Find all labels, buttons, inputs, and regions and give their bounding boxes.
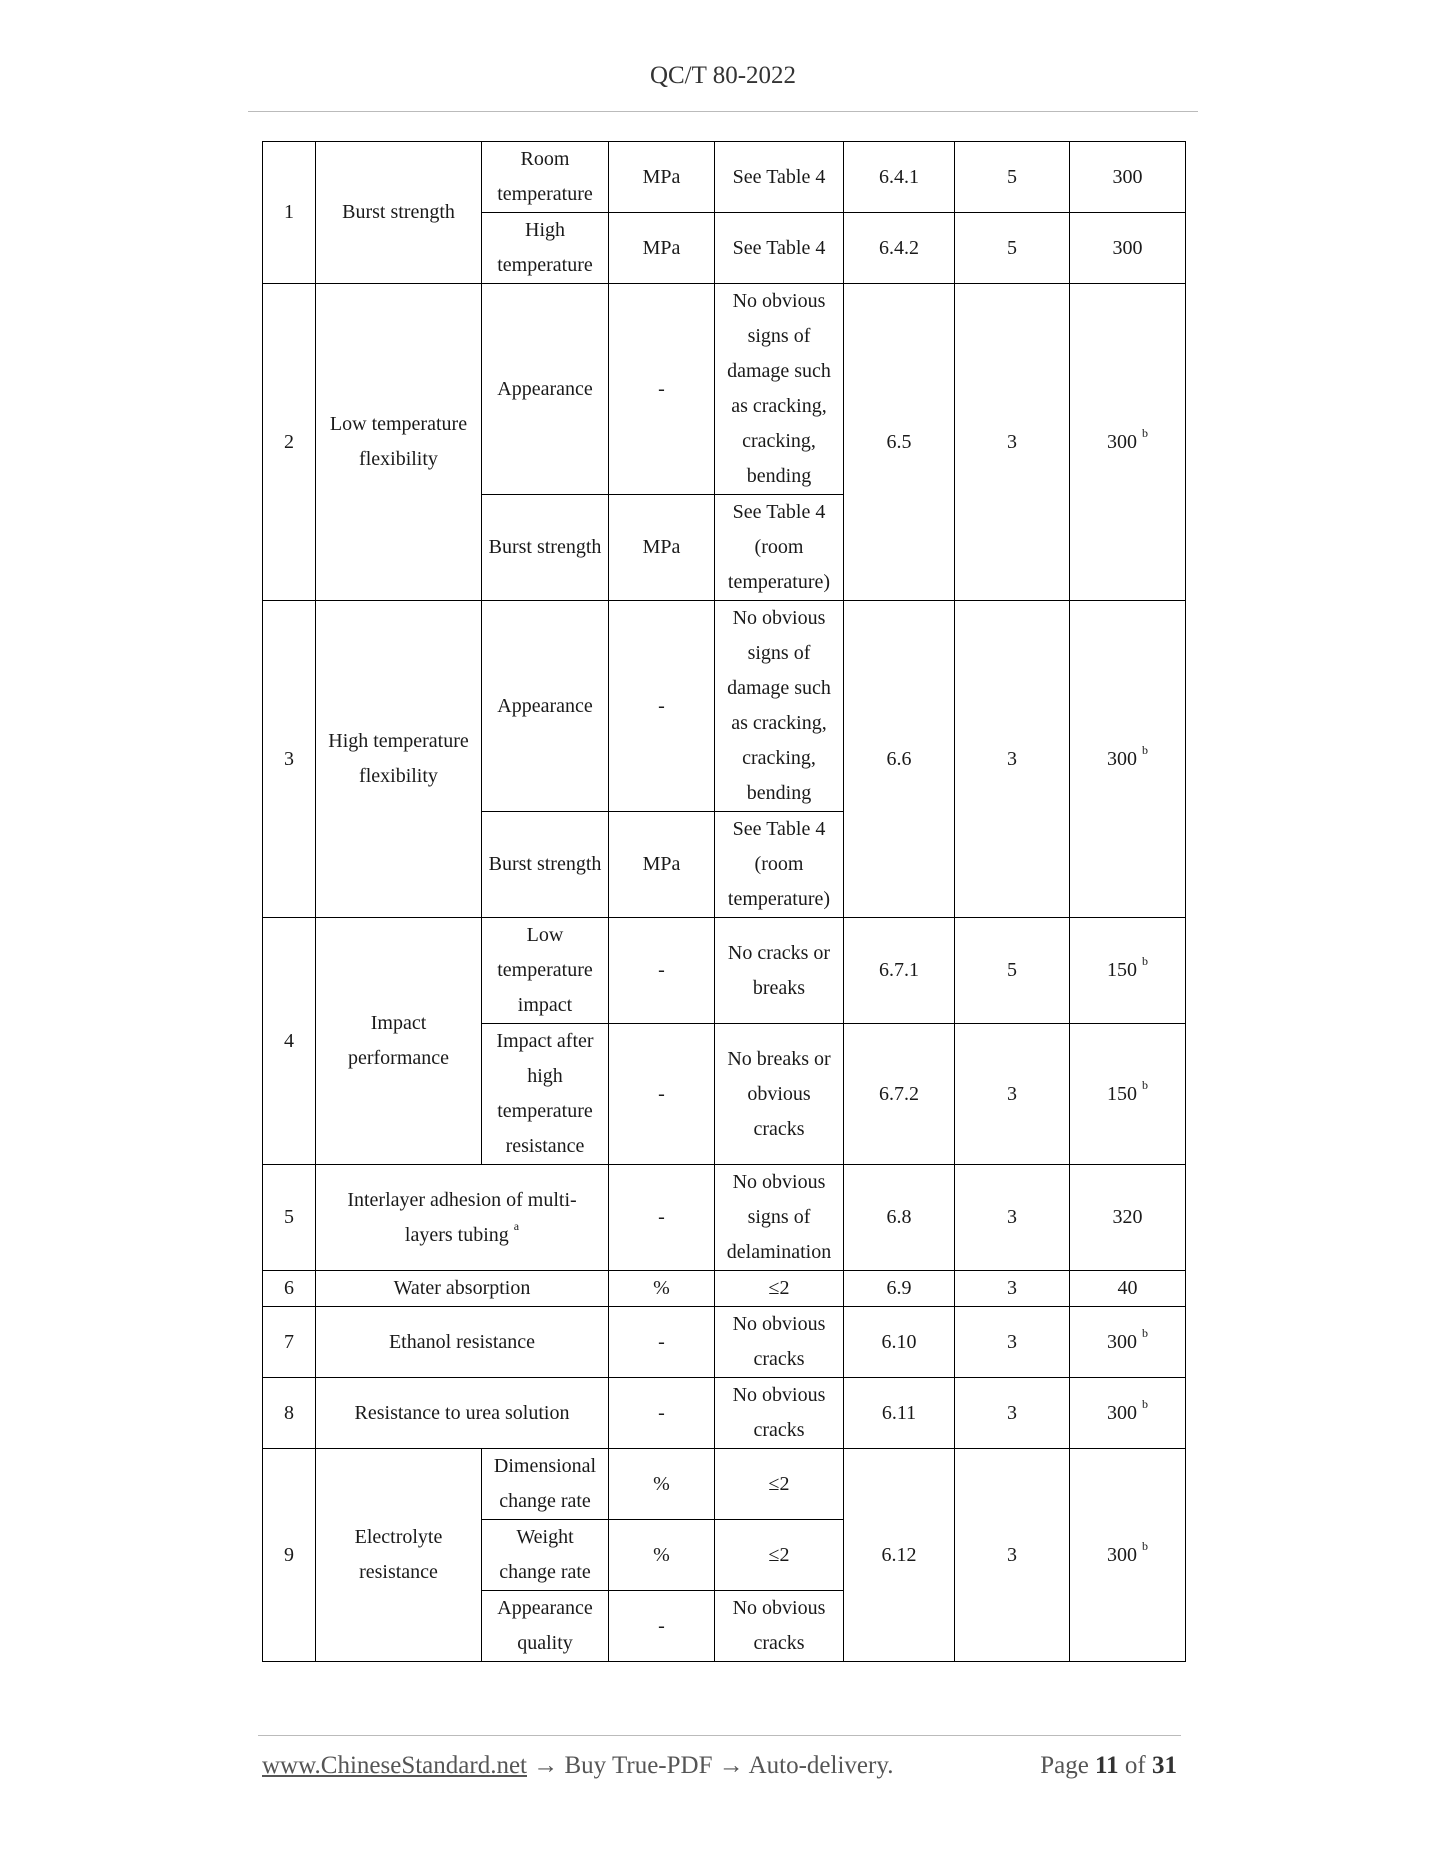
of-label: of	[1124, 1752, 1146, 1779]
page-number: 11	[1095, 1752, 1119, 1779]
cell-quantity: 3	[955, 601, 1070, 918]
cell-unit: -	[609, 1165, 715, 1271]
cell-length: 150 $^b$	[1070, 918, 1186, 1024]
cell-clause: 6.7.1	[844, 918, 955, 1024]
cell-requirement: No cracks or breaks	[715, 918, 844, 1024]
cell-length: 300 $^b$	[1070, 1449, 1186, 1662]
cell-subitem: Appearance quality	[482, 1591, 609, 1662]
cell-unit: MPa	[609, 142, 715, 213]
cell-unit: -	[609, 284, 715, 495]
cell-item: Impact performance	[316, 918, 482, 1165]
cell-requirement: See Table 4 (room temperature)	[715, 495, 844, 601]
cell-unit: %	[609, 1271, 715, 1307]
cell-quantity: 3	[955, 1378, 1070, 1449]
arrow-icon: →	[718, 1752, 744, 1779]
cell-quantity: 3	[955, 1165, 1070, 1271]
cell-length: 300 $^b$	[1070, 284, 1186, 601]
cell-unit: -	[609, 1378, 715, 1449]
cell-length: 300 $^b$	[1070, 1307, 1186, 1378]
cell-requirement: No obvious signs of damage such as cracking, cracking, bending	[715, 284, 844, 495]
cell-length: 40	[1070, 1271, 1186, 1307]
website-link[interactable]: www.ChineseStandard.net	[262, 1752, 527, 1779]
cell-no: 7	[263, 1307, 316, 1378]
cell-length: 300 $^b$	[1070, 1378, 1186, 1449]
page-label: Page	[1040, 1752, 1089, 1779]
cell-clause: 6.4.2	[844, 213, 955, 284]
cell-requirement: No breaks or obvious cracks	[715, 1024, 844, 1165]
cell-clause: 6.8	[844, 1165, 955, 1271]
footer-divider	[258, 1735, 1181, 1736]
cell-requirement: See Table 4 (room temperature)	[715, 812, 844, 918]
cell-unit: -	[609, 601, 715, 812]
cell-item: High temperature flexibility	[316, 601, 482, 918]
cell-unit: -	[609, 918, 715, 1024]
cell-length: 300	[1070, 142, 1186, 213]
cell-clause: 6.12	[844, 1449, 955, 1662]
cell-unit: MPa	[609, 495, 715, 601]
cell-subitem: Dimensional change rate	[482, 1449, 609, 1520]
cell-quantity: 3	[955, 284, 1070, 601]
cell-requirement: No obvious cracks	[715, 1378, 844, 1449]
cell-unit: -	[609, 1024, 715, 1165]
cell-unit: -	[609, 1307, 715, 1378]
cell-subitem: High temperature	[482, 213, 609, 284]
footnote-marker: b	[1142, 954, 1148, 968]
cell-subitem: Low temperature impact	[482, 918, 609, 1024]
cell-requirement: See Table 4	[715, 213, 844, 284]
cell-quantity: 5	[955, 918, 1070, 1024]
cell-requirement: No obvious signs of delamination	[715, 1165, 844, 1271]
cell-no: 1	[263, 142, 316, 284]
cell-length: 300	[1070, 213, 1186, 284]
footnote-marker: b	[1142, 1077, 1148, 1092]
cell-no: 5	[263, 1165, 316, 1271]
table-row	[263, 1378, 1186, 1449]
cell-item: Interlayer adhesion of multi-layers tubing $^a$	[316, 1165, 609, 1271]
document-header: QC/T 80-2022	[649, 62, 797, 89]
cell-quantity: 5	[955, 142, 1070, 213]
table-row	[263, 918, 1186, 1024]
cell-subitem: Impact after high temperature resistance	[482, 1024, 609, 1165]
page-indicator	[1040, 1752, 1177, 1780]
cell-subitem: Room temperature	[482, 142, 609, 213]
cell-item: Water absorption	[316, 1271, 609, 1307]
cell-unit: %	[609, 1520, 715, 1591]
cell-unit: MPa	[609, 812, 715, 918]
cell-clause: 6.9	[844, 1271, 955, 1307]
cell-no: 3	[263, 601, 316, 918]
header-divider	[248, 111, 1198, 112]
cell-requirement: No obvious cracks	[715, 1307, 844, 1378]
auto-delivery-text: Auto-delivery.	[748, 1752, 894, 1779]
cell-unit: -	[609, 1591, 715, 1662]
footnote-marker: a	[513, 1218, 520, 1233]
cell-item: Resistance to urea solution	[316, 1378, 609, 1449]
footnote-marker: b	[1142, 742, 1148, 757]
cell-length: 150 $^b$	[1070, 1024, 1186, 1165]
cell-clause: 6.6	[844, 601, 955, 918]
footnote-marker: b	[1142, 1325, 1148, 1340]
cell-no: 9	[263, 1449, 316, 1662]
cell-quantity: 3	[955, 1024, 1070, 1165]
footnote-marker: b	[1142, 425, 1148, 440]
cell-quantity: 3	[955, 1307, 1070, 1378]
cell-no: 2	[263, 284, 316, 601]
test-requirements-table	[262, 141, 1186, 1662]
cell-no: 8	[263, 1378, 316, 1449]
cell-no: 4	[263, 918, 316, 1165]
cell-length: 320	[1070, 1165, 1186, 1271]
table-row	[263, 1307, 1186, 1378]
table-row	[263, 601, 1186, 812]
total-pages: 31	[1152, 1752, 1177, 1779]
footer-promo	[262, 1752, 893, 1780]
cell-requirement: ≤2	[715, 1271, 844, 1307]
cell-item: Low temperature flexibility	[316, 284, 482, 601]
table-row	[263, 1165, 1186, 1271]
cell-quantity: 3	[955, 1449, 1070, 1662]
cell-requirement: No obvious cracks	[715, 1591, 844, 1662]
cell-unit: %	[609, 1449, 715, 1520]
cell-item: Burst strength	[316, 142, 482, 284]
cell-clause: 6.11	[844, 1378, 955, 1449]
table-row	[263, 284, 1186, 495]
cell-unit: MPa	[609, 213, 715, 284]
cell-quantity: 5	[955, 213, 1070, 284]
table-row	[263, 1449, 1186, 1520]
cell-requirement: See Table 4	[715, 142, 844, 213]
table-row	[263, 1271, 1186, 1307]
cell-subitem: Appearance	[482, 601, 609, 812]
buy-pdf-text: Buy True-PDF	[564, 1752, 713, 1779]
cell-subitem: Appearance	[482, 284, 609, 495]
cell-subitem: Burst strength	[482, 812, 609, 918]
cell-subitem: Burst strength	[482, 495, 609, 601]
cell-clause: 6.5	[844, 284, 955, 601]
cell-length: 300 $^b$	[1070, 601, 1186, 918]
cell-clause: 6.7.2	[844, 1024, 955, 1165]
cell-requirement: ≤2	[715, 1449, 844, 1520]
footnote-marker: b	[1142, 1396, 1148, 1411]
cell-quantity: 3	[955, 1271, 1070, 1307]
table-row	[263, 142, 1186, 213]
cell-requirement: ≤2	[715, 1520, 844, 1591]
footnote-marker: b	[1142, 1538, 1148, 1553]
cell-clause: 6.10	[844, 1307, 955, 1378]
cell-item: Ethanol resistance	[316, 1307, 609, 1378]
cell-subitem: Weight change rate	[482, 1520, 609, 1591]
cell-requirement: No obvious signs of damage such as cracking, cracking, bending	[715, 601, 844, 812]
cell-clause: 6.4.1	[844, 142, 955, 213]
cell-item: Electrolyte resistance	[316, 1449, 482, 1662]
arrow-icon: →	[533, 1752, 559, 1779]
cell-no: 6	[263, 1271, 316, 1307]
